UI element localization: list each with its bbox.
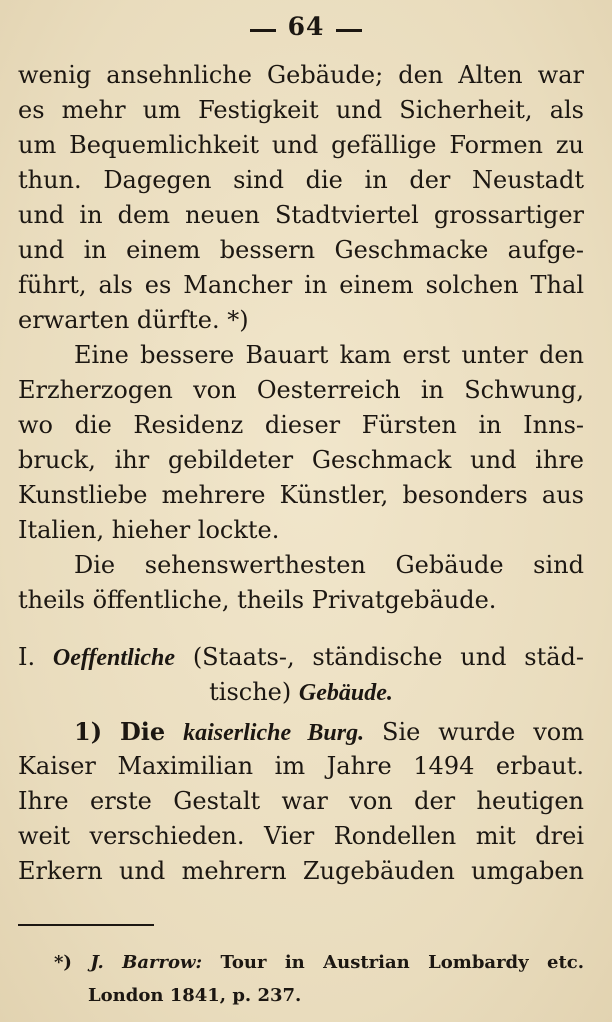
text-line: Eine bessere Bauart kam erst unter den bbox=[74, 341, 584, 369]
section-heading-line2 bbox=[18, 675, 584, 710]
text-line: weit verschieden. Vier Rondellen mit drei bbox=[18, 822, 584, 850]
footnote-author: J. Barrow: bbox=[90, 952, 203, 973]
text-line: Kunstliebe mehrere Künstler, besonders aus bbox=[18, 481, 584, 509]
text-line: führt, als es Mancher in einem solchen Thal bbox=[18, 271, 584, 299]
page-number-header bbox=[0, 12, 612, 41]
text-line: um Bequemlichkeit und gefällige Formen zu bbox=[18, 131, 584, 159]
section-numeral: I. bbox=[18, 643, 36, 671]
footnote-line-1 bbox=[18, 946, 584, 979]
text-line: es mehr um Festigkeit und Sicherheit, als bbox=[18, 96, 584, 124]
text-line: und in dem neuen Stadtviertel grossartiger bbox=[18, 201, 584, 229]
footnote-line-2: London 1841, p. 237. bbox=[88, 985, 302, 1006]
entry-label: Die bbox=[119, 717, 166, 746]
section-heading-plain: tische) bbox=[209, 678, 292, 706]
footnote-title: Tour in Austrian Lombardy etc. bbox=[220, 952, 584, 973]
page-number-dash-right bbox=[336, 29, 362, 32]
text-line: Die sehenswerthesten Gebäude sind bbox=[74, 551, 584, 579]
text-line: thun. Dagegen sind die in der Neustadt bbox=[18, 166, 584, 194]
text-line: wenig ansehnliche Gebäude; den Alten war bbox=[18, 61, 584, 89]
entry-name-italic: kaiserliche Burg. bbox=[183, 720, 365, 746]
section-heading-italic: Oeffentliche bbox=[52, 645, 176, 671]
text-line: Italien, hieher lockte. bbox=[18, 516, 280, 544]
page-number-dash-left bbox=[250, 29, 276, 32]
text-line: und in einem bessern Geschmacke aufge- bbox=[18, 236, 584, 264]
footnote bbox=[18, 946, 584, 1012]
text-line: wo die Residenz dieser Fürsten in Inns- bbox=[18, 411, 584, 439]
text-line: Erkern und mehrern Zugebäuden umgaben bbox=[18, 857, 584, 885]
text-line-with-footnote-marker: erwarten dürfte. *) bbox=[18, 306, 249, 334]
footnote-rule bbox=[18, 924, 154, 926]
section-gap bbox=[18, 618, 584, 640]
entry-first-line bbox=[18, 714, 584, 749]
body-text bbox=[18, 58, 584, 889]
section-heading-rest: (Staats-, ständische und städ- bbox=[192, 643, 584, 671]
text-line: theils öffentliche, theils Privatgebäude. bbox=[18, 586, 497, 614]
text-line: bruck, ihr gebildeter Geschmack und ihre bbox=[18, 446, 584, 474]
section-heading-italic-2: Gebäude. bbox=[298, 680, 393, 706]
text-line: Ihre erste Gestalt war von der heutigen bbox=[18, 787, 584, 815]
entry-number: 1) bbox=[74, 717, 103, 746]
text-line: Kaiser Maximilian im Jahre 1494 erbaut. bbox=[18, 752, 584, 780]
page-number: 64 bbox=[287, 12, 325, 41]
footnote-marker: *) bbox=[54, 952, 72, 973]
entry-first-rest: Sie wurde vom bbox=[382, 718, 584, 746]
section-heading bbox=[18, 640, 584, 675]
text-line: Erzherzogen von Oesterreich in Schwung, bbox=[18, 376, 584, 404]
